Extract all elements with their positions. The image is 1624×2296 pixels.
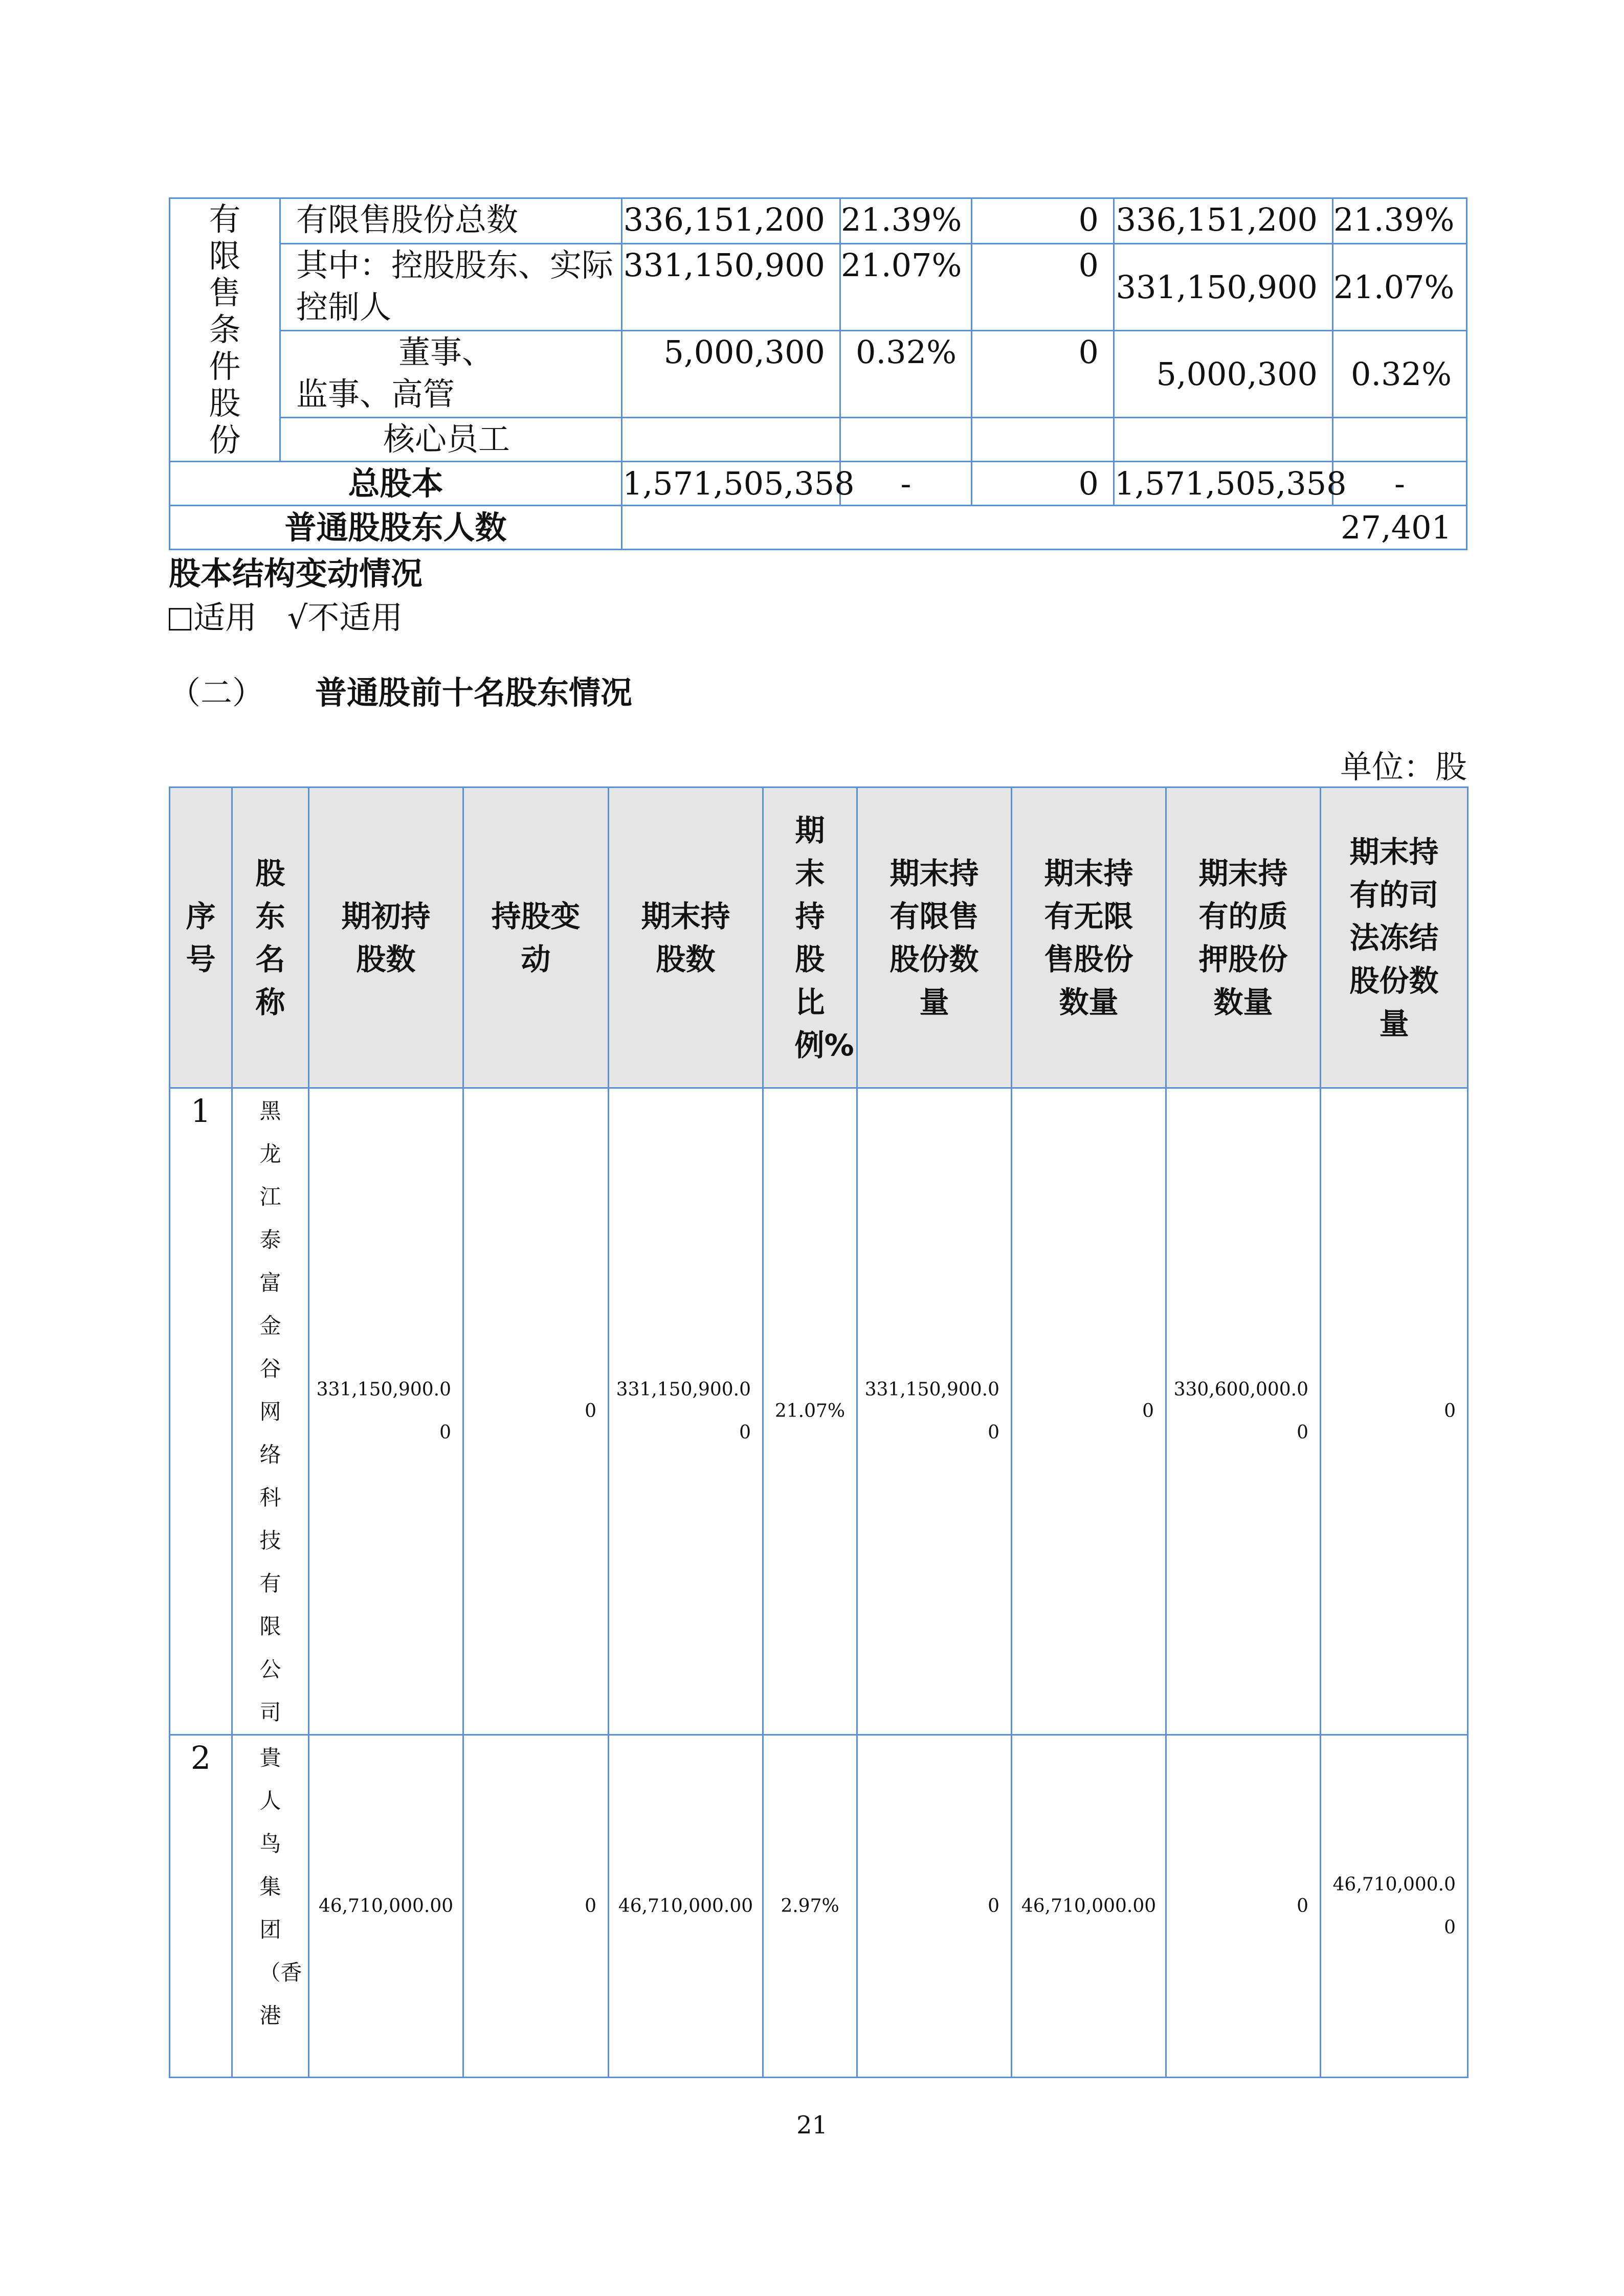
table-row (170, 1088, 1468, 1735)
pledged-qty: 330,600,000.00 (1166, 1088, 1321, 1735)
total-change: 0 (972, 462, 1114, 506)
before-pct: 0.32% (840, 331, 972, 418)
restricted-shares-group-label: 有限售条件股份 (170, 198, 280, 462)
check-mark-icon: √ (287, 599, 308, 636)
qty-change: 0 (463, 1735, 609, 2078)
end-qty: 46,710,000.00 (609, 1735, 763, 2078)
option-applicable-label: 适用 (193, 599, 257, 636)
checkbox-applicable[interactable] (169, 608, 191, 631)
row-label: 有限售股份总数 (280, 198, 622, 244)
section-title: 普通股前十名股东情况 (315, 674, 633, 711)
before-qty: 331,150,900 (622, 244, 840, 331)
after-pct (1333, 418, 1467, 462)
header-name: 股东名称 (232, 787, 309, 1088)
total-before-qty: 1,571,505,358 (622, 462, 840, 506)
shareholder-name: 黑龙江泰富金谷网络科技有限公司 (232, 1088, 309, 1735)
row-label: 董事、监事、高管 (280, 331, 622, 418)
change-heading: 股本结构变动情况 (169, 555, 423, 592)
header-restricted-qty: 期末持有限售股份数量 (857, 787, 1012, 1088)
row-label: 其中：控股股东、实际控制人 (280, 244, 622, 331)
change: 0 (972, 198, 1114, 244)
after-qty: 331,150,900 (1114, 244, 1333, 331)
before-qty: 5,000,300 (622, 331, 840, 418)
header-unrestricted-qty: 期末持有无限售股份数量 (1012, 787, 1166, 1088)
share-structure-table (169, 197, 1467, 550)
total-shares-label: 总股本 (170, 462, 622, 506)
end-pct: 21.07% (763, 1088, 857, 1735)
holders-count-label: 普通股股东人数 (170, 506, 622, 550)
row-seq: 1 (170, 1088, 232, 1735)
row-label: 核心员工 (280, 418, 622, 462)
holders-count-value: 27,401 (622, 506, 1467, 550)
shareholder-name: 貴人鸟集团（香港 (232, 1735, 309, 2078)
frozen-qty: 46,710,000.00 (1321, 1735, 1468, 2078)
qty-change: 0 (463, 1088, 609, 1735)
restricted-qty: 331,150,900.00 (857, 1088, 1012, 1735)
header-change: 持股变动 (463, 787, 609, 1088)
total-after-pct: - (1333, 462, 1467, 506)
total-after-qty: 1,571,505,358 (1114, 462, 1333, 506)
unrestricted-qty: 0 (1012, 1088, 1166, 1735)
unit-label: 单位：股 (1340, 748, 1467, 785)
unrestricted-qty: 46,710,000.00 (1012, 1735, 1166, 2078)
change: 0 (972, 331, 1114, 418)
before-qty: 336,151,200 (622, 198, 840, 244)
change: 0 (972, 244, 1114, 331)
section-heading (169, 667, 632, 713)
end-pct: 2.97% (763, 1735, 857, 2078)
begin-qty: 331,150,900.00 (309, 1088, 463, 1735)
page-number: 21 (796, 2111, 828, 2140)
total-before-pct: - (840, 462, 972, 506)
after-pct: 21.39% (1333, 198, 1467, 244)
end-qty: 331,150,900.00 (609, 1088, 763, 1735)
option-not-applicable-label: 不适用 (307, 599, 403, 636)
change (972, 418, 1114, 462)
header-seq: 序号 (170, 787, 232, 1088)
after-pct: 21.07% (1333, 244, 1467, 331)
frozen-qty: 0 (1321, 1088, 1468, 1735)
table-row (170, 1735, 1468, 2078)
top10-shareholders-table (169, 786, 1469, 2078)
before-pct: 21.07% (840, 244, 972, 331)
header-begin-qty: 期初持股数 (309, 787, 463, 1088)
after-qty: 336,151,200 (1114, 198, 1333, 244)
after-qty: 5,000,300 (1114, 331, 1333, 418)
row-seq: 2 (170, 1735, 232, 2078)
after-qty (1114, 418, 1333, 462)
before-pct (840, 418, 972, 462)
begin-qty: 46,710,000.00 (309, 1735, 463, 2078)
before-pct: 21.39% (840, 198, 972, 244)
header-pledged-qty: 期末持有的质押股份数量 (1166, 787, 1321, 1088)
header-end-qty: 期末持股数 (609, 787, 763, 1088)
before-qty (622, 418, 840, 462)
pledged-qty: 0 (1166, 1735, 1321, 2078)
section-number: （二） (169, 674, 264, 711)
header-frozen-qty: 期末持有的司法冻结股份数量 (1321, 787, 1468, 1088)
header-end-pct: 期末持股比例% (763, 787, 857, 1088)
after-pct: 0.32% (1333, 331, 1467, 418)
restricted-qty: 0 (857, 1735, 1012, 2078)
applicability-options (169, 592, 403, 638)
